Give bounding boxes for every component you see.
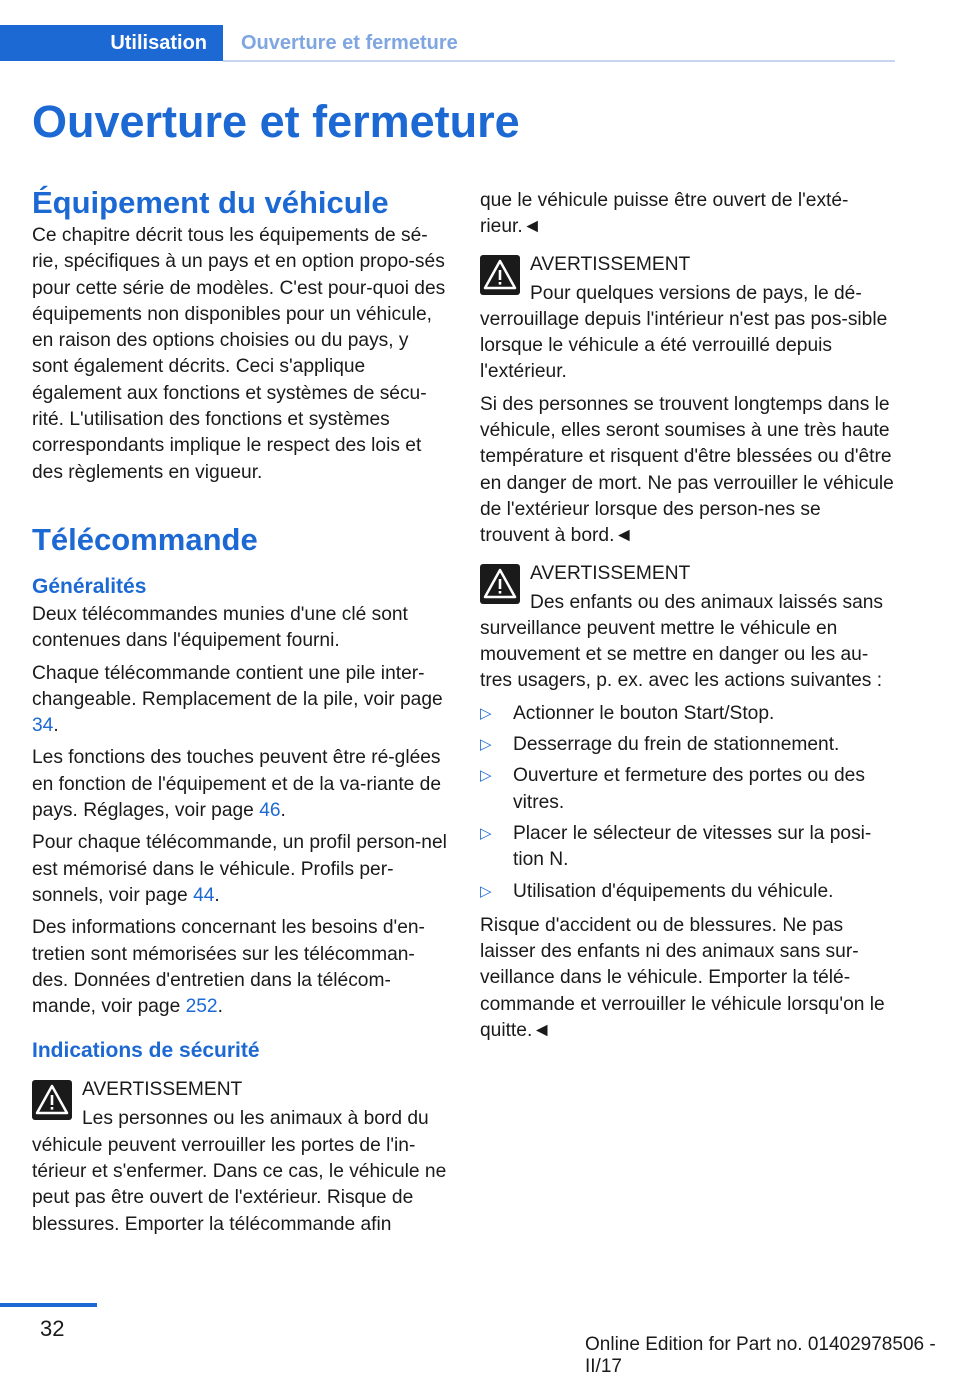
warning-block-2 (480, 251, 895, 386)
list-item-text: Actionner le bouton Start/Stop. (513, 702, 775, 724)
subsection-title-generalites: Généralités (32, 574, 147, 598)
subsection-title-securite: Indications de sécurité (32, 1039, 260, 1063)
warning-body (32, 1106, 448, 1237)
paragraph-5-text: Des informations concernant les besoins d'en‐tretien sont mémorisées sur les télécomman‐des. Données d'entretien dans la télécom‐mande, voir page (32, 917, 425, 1018)
warning-3-paragraph: Risque d'accident ou de blessures. Ne pas laisser des enfants ni des animaux sans sur‐veillance dans le véhicule. Emporter la télé‐commande et verrouiller le véhicule lorsqu'on le quitte.◄ (480, 914, 885, 1042)
page-link-46[interactable]: 46 (259, 800, 281, 822)
page-link-44[interactable]: 44 (193, 884, 215, 906)
continued-text: que le véhicule puisse être ouvert de l'exté‐rieur.◄ (480, 190, 849, 238)
warning-block-3 (480, 560, 895, 695)
warning-text: surveillance peuvent mettre le véhicule en mouvement et se mettre en danger ou les au‐tres usagers, p. ex. avec les actions suivantes : (480, 617, 883, 692)
page-link-252[interactable]: 252 (185, 996, 218, 1018)
list-item (480, 701, 895, 727)
period: . (53, 715, 59, 737)
warning-2-paragraph: Si des personnes se trouvent longtemps dans le véhicule, elles seront soumises à une très haute température et risquent d'être blessées ou d'être en danger de mort. Ne pas verrouiller le véhicule de l'extérieur lorsque des person‐nes se trouvent à bord.◄ (480, 393, 894, 547)
paragraph-4 (32, 830, 448, 909)
header-tab-ouverture[interactable]: Ouverture et fermeture (241, 32, 458, 54)
header-divider (223, 60, 895, 62)
period: . (280, 800, 286, 822)
list-item-text: Utilisation d'équipements du véhicule. (513, 880, 834, 902)
bullet-triangle-icon: ▷ (480, 736, 492, 754)
warning-title: AVERTISSEMENT (530, 562, 691, 584)
section-title-equipement: Équipement du véhicule (32, 185, 389, 220)
page-link-34[interactable]: 34 (32, 715, 54, 737)
paragraph-2-text: Chaque télécommande contient une pile inter‐changeable. Remplacement de la pile, voir page (32, 662, 443, 710)
paragraph-4-text: Pour chaque télécommande, un profil person‐nel est mémorisé dans le véhicule. Profils per‐sonnels, voir page (32, 832, 447, 906)
paragraph-3-text: Les fonctions des touches peuvent être ré‐glées en fonction de l'équipement et de la va‐riante de pays. Réglages, voir page (32, 747, 442, 822)
warning-text: véhicule peuvent verrouiller les portes de l'in‐térieur et s'enfermer. Dans ce cas, le véhicule ne peut pas être ouvert de l'extérieur. Risque de blessures. Emporter la télécommande afin (32, 1134, 447, 1235)
section-text-equipement: Ce chapitre décrit tous les équipements de sé‐rie, spécifiques à un pays et en option propo‐sés pour cette série de modèles. C'est pour‐quoi des équipements non disponibles pour un véhicule, en raison des options choisies ou du pays, y sont également décrits. Ceci s'applique également aux fonctions et systèmes de sécu‐rité. L'utilisation des fonctions et systèmes correspondants implique le respect des lois et des règlements en vigueur. (32, 225, 446, 483)
warning-first-line: Pour quelques versions de pays, le dé‐ (530, 282, 862, 304)
list-item (480, 732, 895, 758)
section-title-telecommande: Télécommande (32, 521, 258, 557)
page-title: Ouverture et fermeture (32, 96, 520, 147)
bullet-triangle-icon: ▷ (480, 824, 492, 842)
footer-edition: Online Edition for Part no. 01402978506 - II/17 (585, 1334, 936, 1377)
warning-block-1 (32, 1076, 448, 1237)
paragraph-1: Deux télécommandes munies d'une clé sont contenues dans l'équipement fourni. (32, 603, 408, 652)
bullet-triangle-icon: ▷ (480, 767, 492, 785)
warning-body (480, 281, 895, 386)
period: . (217, 996, 223, 1018)
footer-accent-line (0, 1303, 97, 1307)
warning-triangle-icon (32, 1080, 72, 1120)
list-item-text: Ouverture et fermeture des portes ou des vitres. (513, 765, 865, 813)
warning-title: AVERTISSEMENT (530, 253, 691, 275)
warning-first-line: Des enfants ou des animaux laissés sans (530, 591, 884, 613)
warning-first-line: Les personnes ou les animaux à bord du (82, 1108, 429, 1130)
paragraph-2 (32, 661, 448, 740)
list-item (480, 763, 895, 816)
right-column (480, 188, 895, 1050)
list-item (480, 821, 895, 874)
list-item-text: Placer le sélecteur de vitesses sur la posi‐tion N. (513, 822, 872, 871)
header-tab-utilisation[interactable]: Utilisation (0, 25, 223, 61)
action-list (480, 701, 895, 905)
page-number: 32 (40, 1316, 65, 1341)
warning-text: verrouillage depuis l'intérieur n'est pas pos‐sible lorsque le véhicule a été verrouillé depuis l'extérieur. (480, 308, 888, 383)
list-item-text: Desserrage du frein de stationnement. (513, 734, 840, 756)
warning-triangle-icon (480, 255, 520, 295)
left-column (32, 183, 448, 1244)
warning-body (480, 590, 895, 695)
paragraph-5 (32, 915, 448, 1020)
warning-title: AVERTISSEMENT (82, 1079, 243, 1101)
period: . (214, 884, 220, 906)
bullet-triangle-icon: ▷ (480, 882, 492, 900)
paragraph-3 (32, 745, 448, 824)
list-item (480, 879, 895, 905)
bullet-triangle-icon: ▷ (480, 704, 492, 722)
warning-triangle-icon (480, 564, 520, 604)
